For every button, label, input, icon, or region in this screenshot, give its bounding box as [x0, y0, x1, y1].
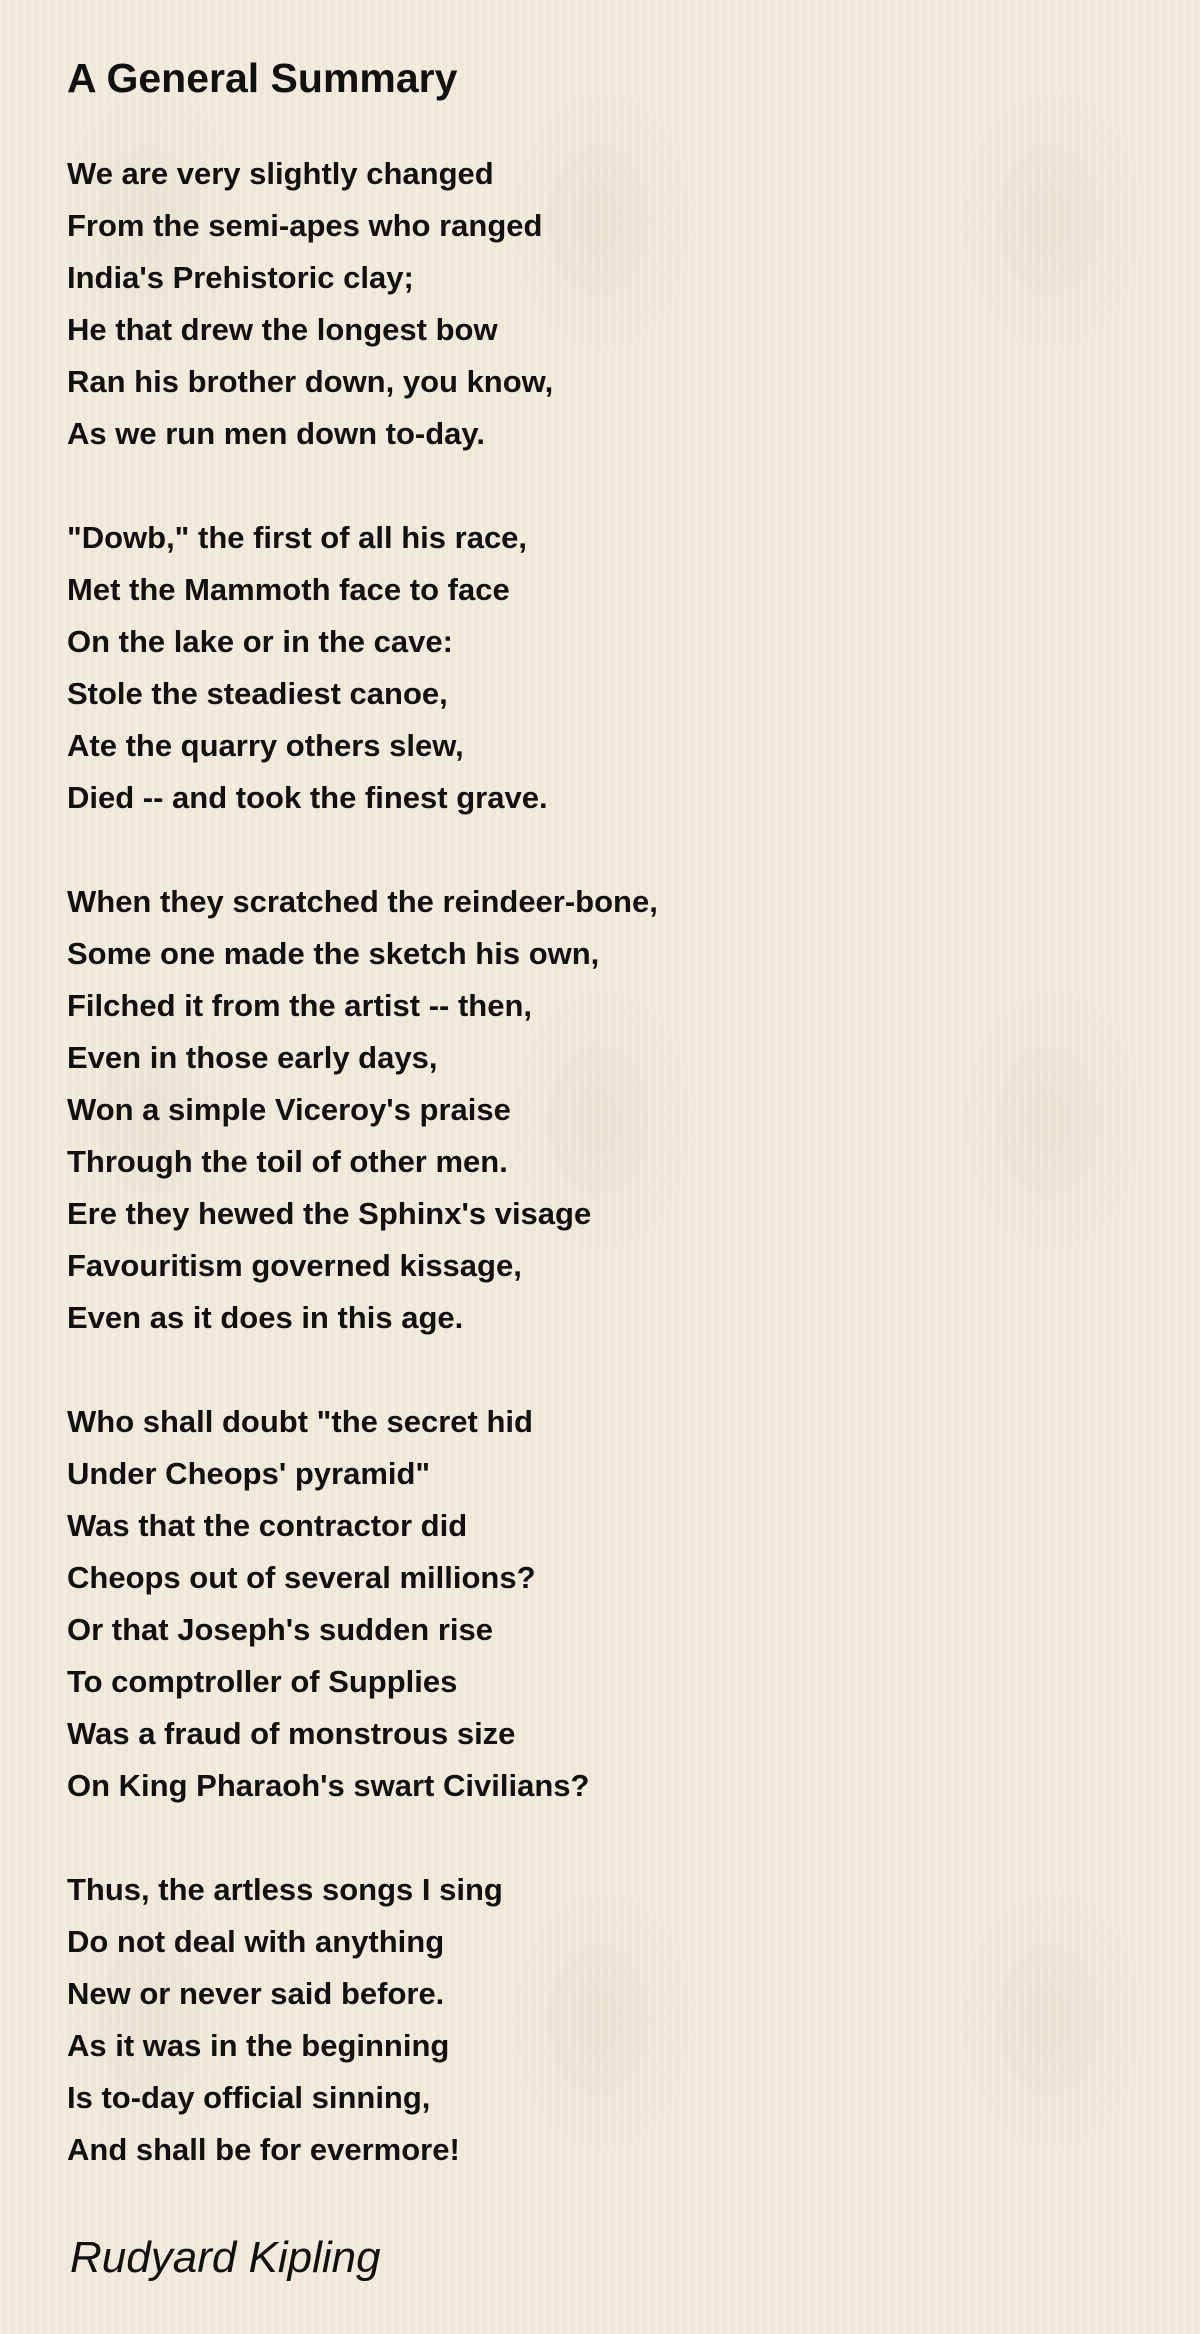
poem-line: We are very slightly changed — [67, 156, 494, 191]
poem-line: Favouritism governed kissage, — [67, 1248, 522, 1283]
poem-line: Thus, the artless songs I sing — [67, 1872, 503, 1907]
poem-line: Met the Mammoth face to face — [67, 572, 510, 607]
poem-stanza — [67, 148, 658, 460]
poem-body — [67, 148, 658, 2228]
poem-line: From the semi-apes who ranged — [67, 208, 543, 243]
poem-line: As we run men down to-day. — [67, 416, 485, 451]
poem-line: Even as it does in this age. — [67, 1300, 464, 1335]
poem-line: Cheops out of several millions? — [67, 1560, 536, 1595]
poem-line: Stole the steadiest canoe, — [67, 676, 448, 711]
poem-stanza — [67, 876, 658, 1344]
poem-line: Died -- and took the finest grave. — [67, 780, 548, 815]
poem-line: On King Pharaoh's swart Civilians? — [67, 1768, 590, 1803]
poem-line: Who shall doubt "the secret hid — [67, 1404, 533, 1439]
poem-stanza — [67, 512, 658, 824]
poem-line: When they scratched the reindeer-bone, — [67, 884, 658, 919]
poem-line: Is to-day official sinning, — [67, 2080, 431, 2115]
poem-line: Ere they hewed the Sphinx's visage — [67, 1196, 592, 1231]
poem-line: Under Cheops' pyramid" — [67, 1456, 431, 1491]
poem-stanza — [67, 1864, 658, 2176]
poem-line: Or that Joseph's sudden rise — [67, 1612, 493, 1647]
poem-line: Ate the quarry others slew, — [67, 728, 464, 763]
poem-stanza — [67, 1396, 658, 1812]
poem-line: Some one made the sketch his own, — [67, 936, 600, 971]
poem-line: Filched it from the artist -- then, — [67, 988, 533, 1023]
poem-line: Was a fraud of monstrous size — [67, 1716, 516, 1751]
poem-line: Through the toil of other men. — [67, 1144, 508, 1179]
poem-line: Won a simple Viceroy's praise — [67, 1092, 511, 1127]
poem-line: Even in those early days, — [67, 1040, 438, 1075]
poem-author: Rudyard Kipling — [70, 2233, 381, 2282]
poem-line: To comptroller of Supplies — [67, 1664, 458, 1699]
poem-line: "Dowb," the first of all his race, — [67, 520, 528, 555]
poem-line: India's Prehistoric clay; — [67, 260, 414, 295]
poem-line: As it was in the beginning — [67, 2028, 450, 2063]
poem-line: On the lake or in the cave: — [67, 624, 453, 659]
poem-line: Do not deal with anything — [67, 1924, 445, 1959]
poem-line: Ran his brother down, you know, — [67, 364, 554, 399]
poem-title: A General Summary — [67, 55, 458, 101]
poem-line: He that drew the longest bow — [67, 312, 498, 347]
poem-line: New or never said before. — [67, 1976, 445, 2011]
poem-line: Was that the contractor did — [67, 1508, 468, 1543]
poem-line: And shall be for evermore! — [67, 2132, 460, 2167]
